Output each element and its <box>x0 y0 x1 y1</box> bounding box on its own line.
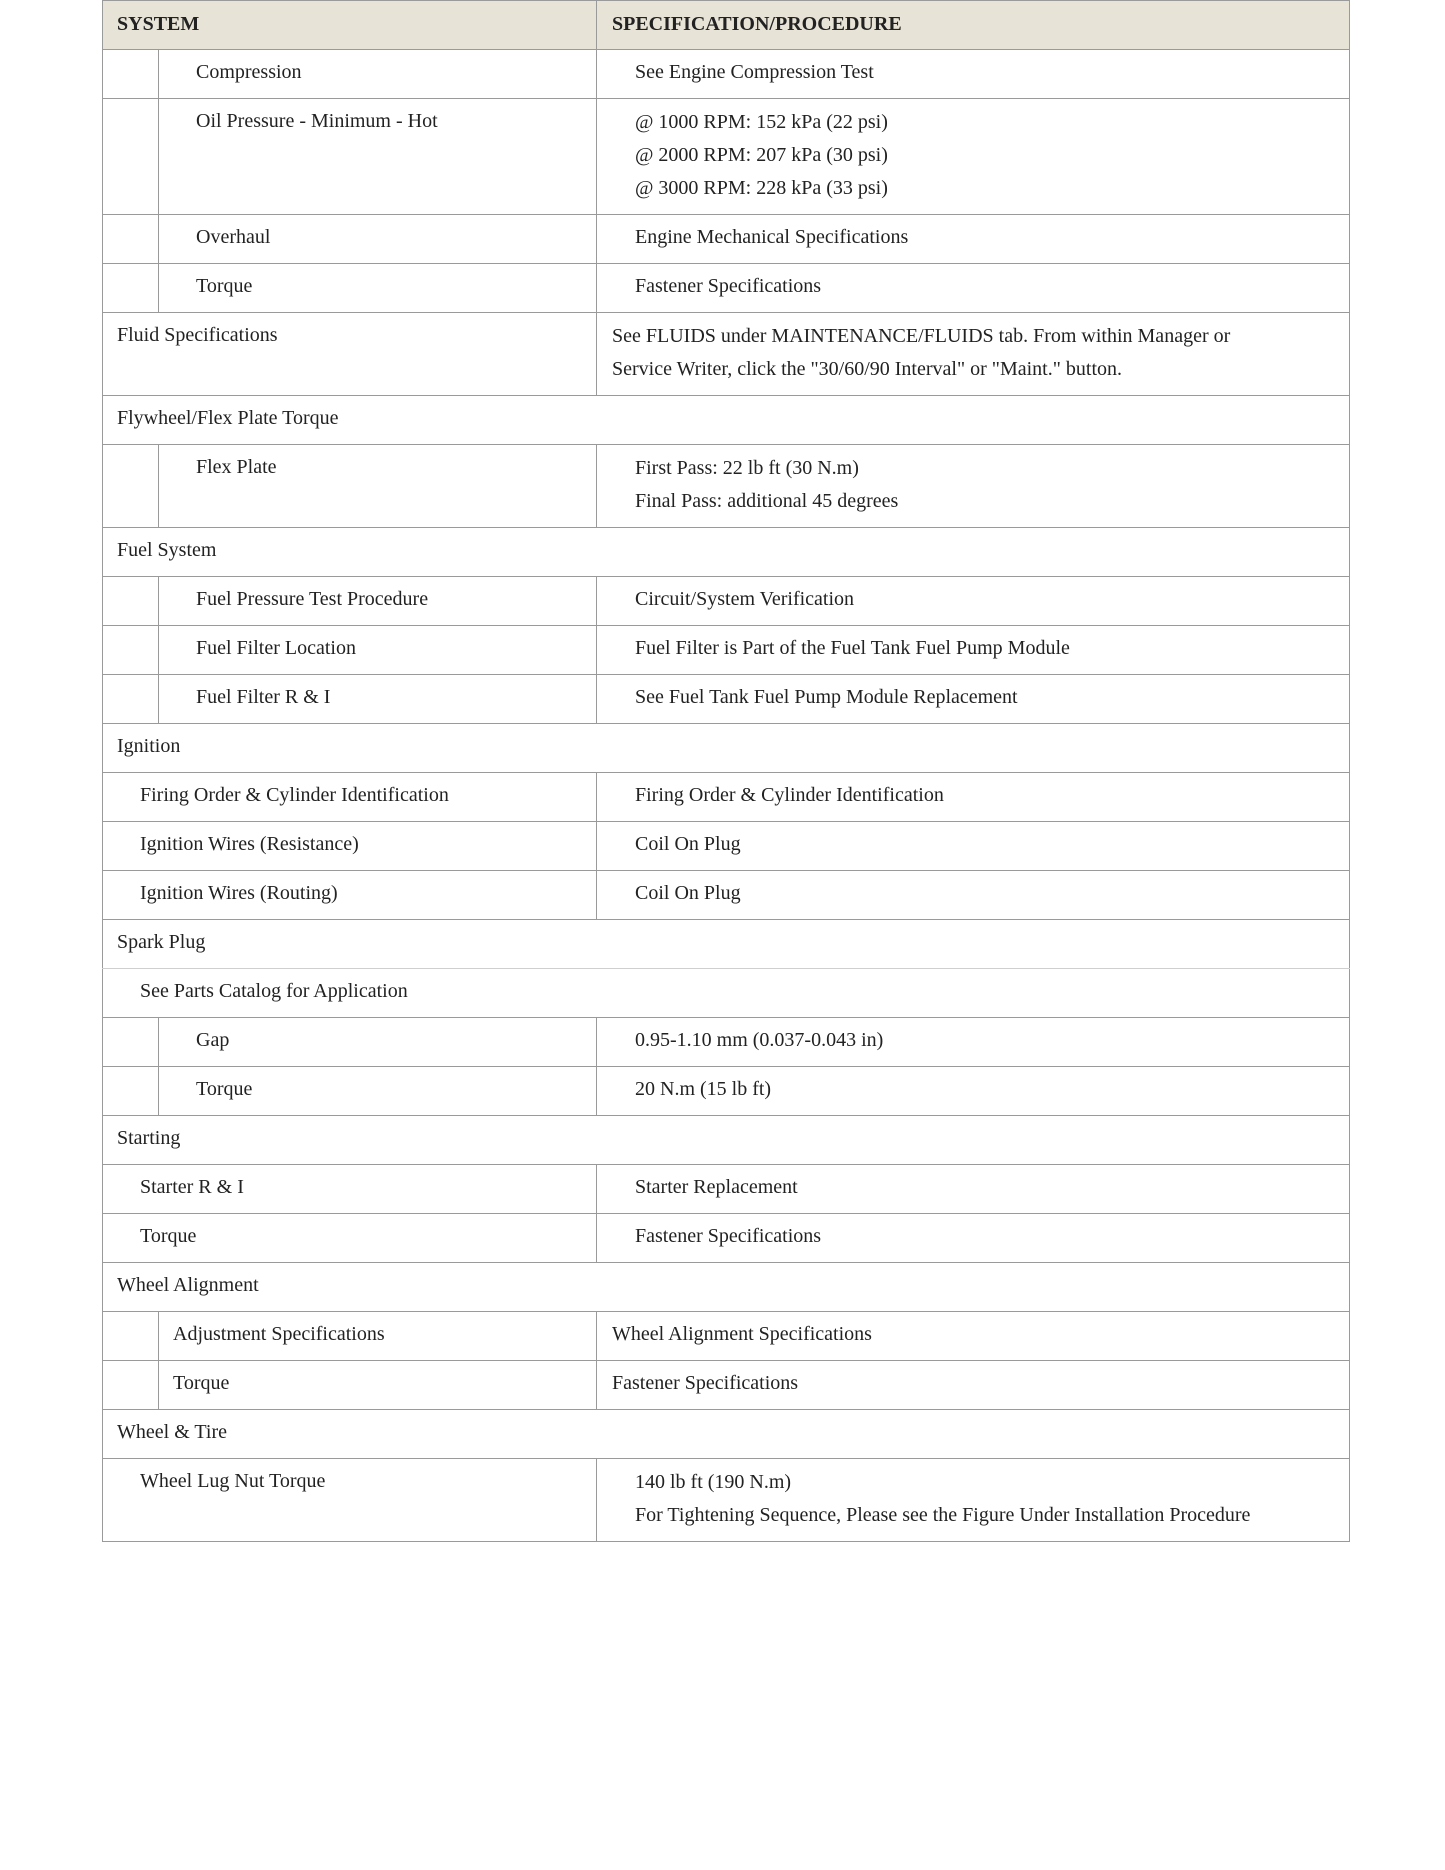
row-value: Wheel Alignment Specifications <box>597 1312 1350 1361</box>
section-row <box>103 1263 1350 1312</box>
row-label: Gap <box>159 1018 597 1067</box>
table-row <box>103 264 1350 313</box>
row-label: Ignition Wires (Resistance) <box>103 822 597 871</box>
specification-table <box>102 0 1350 1542</box>
table-row <box>103 1312 1350 1361</box>
value-line: @ 3000 RPM: 228 kPa (33 psi) <box>635 177 888 199</box>
value-line: First Pass: 22 lb ft (30 N.m) <box>635 457 859 479</box>
row-value <box>597 99 1350 215</box>
table-row <box>103 822 1350 871</box>
value-line: See FLUIDS under MAINTENANCE/FLUIDS tab. From within Manager or <box>612 325 1231 347</box>
section-row <box>103 969 1350 1018</box>
row-value: Coil On Plug <box>597 822 1350 871</box>
value-line: @ 1000 RPM: 152 kPa (22 psi) <box>635 111 888 133</box>
row-value: 20 N.m (15 lb ft) <box>597 1067 1350 1116</box>
row-value: See Engine Compression Test <box>597 50 1350 99</box>
row-value: Coil On Plug <box>597 871 1350 920</box>
row-value: 0.95-1.10 mm (0.037-0.043 in) <box>597 1018 1350 1067</box>
row-value: Fuel Filter is Part of the Fuel Tank Fuel Pump Module <box>597 626 1350 675</box>
section-title: Ignition <box>103 724 1350 773</box>
table-row <box>103 1214 1350 1263</box>
table-row <box>103 626 1350 675</box>
table-row <box>103 1361 1350 1410</box>
table-row <box>103 871 1350 920</box>
row-value: Engine Mechanical Specifications <box>597 215 1350 264</box>
table-row <box>103 1067 1350 1116</box>
row-label: Firing Order & Cylinder Identification <box>103 773 597 822</box>
row-value: See Fuel Tank Fuel Pump Module Replacement <box>597 675 1350 724</box>
value-line: 140 lb ft (190 N.m) <box>635 1471 792 1493</box>
table-row <box>103 50 1350 99</box>
row-label: Fuel Filter R & I <box>159 675 597 724</box>
section-row <box>103 1116 1350 1165</box>
table-row <box>103 313 1350 396</box>
section-title: Wheel & Tire <box>103 1410 1350 1459</box>
row-value: Circuit/System Verification <box>597 577 1350 626</box>
value-line: For Tightening Sequence, Please see the Figure Under Installation Procedure <box>635 1504 1251 1526</box>
row-label: Torque <box>159 264 597 313</box>
row-label: Ignition Wires (Routing) <box>103 871 597 920</box>
table-row <box>103 215 1350 264</box>
row-label: Fuel Pressure Test Procedure <box>159 577 597 626</box>
table-row <box>103 1165 1350 1214</box>
row-label: Fluid Specifications <box>103 313 597 396</box>
value-line: Final Pass: additional 45 degrees <box>635 490 899 512</box>
row-label: Flex Plate <box>159 445 597 528</box>
row-label: Compression <box>159 50 597 99</box>
table-row <box>103 577 1350 626</box>
row-value: Fastener Specifications <box>597 1214 1350 1263</box>
header-system: SYSTEM <box>103 1 597 50</box>
section-row <box>103 724 1350 773</box>
table-header-row <box>103 1 1350 50</box>
value-line: Service Writer, click the "30/60/90 Interval" or "Maint." button. <box>612 358 1122 380</box>
section-row <box>103 528 1350 577</box>
row-label: Adjustment Specifications <box>159 1312 597 1361</box>
row-value <box>597 313 1350 396</box>
row-label: Fuel Filter Location <box>159 626 597 675</box>
section-note: See Parts Catalog for Application <box>103 969 1350 1018</box>
row-label: Starter R & I <box>103 1165 597 1214</box>
section-title: Spark Plug <box>103 920 1350 969</box>
section-title: Starting <box>103 1116 1350 1165</box>
section-title: Flywheel/Flex Plate Torque <box>103 396 1350 445</box>
section-title: Fuel System <box>103 528 1350 577</box>
row-value <box>597 1459 1350 1542</box>
section-row <box>103 920 1350 969</box>
header-specification: SPECIFICATION/PROCEDURE <box>597 1 1350 50</box>
table-row <box>103 1459 1350 1542</box>
row-value: Fastener Specifications <box>597 1361 1350 1410</box>
table-row <box>103 1018 1350 1067</box>
section-row <box>103 396 1350 445</box>
table-row <box>103 773 1350 822</box>
row-value <box>597 445 1350 528</box>
row-value: Firing Order & Cylinder Identification <box>597 773 1350 822</box>
section-row <box>103 1410 1350 1459</box>
table-row <box>103 675 1350 724</box>
row-label: Torque <box>159 1067 597 1116</box>
row-label: Torque <box>159 1361 597 1410</box>
row-label: Wheel Lug Nut Torque <box>103 1459 597 1542</box>
row-value: Fastener Specifications <box>597 264 1350 313</box>
row-label: Overhaul <box>159 215 597 264</box>
value-line: @ 2000 RPM: 207 kPa (30 psi) <box>635 144 888 166</box>
row-label: Oil Pressure - Minimum - Hot <box>159 99 597 215</box>
table-row <box>103 99 1350 215</box>
table-row <box>103 445 1350 528</box>
row-label: Torque <box>103 1214 597 1263</box>
row-value: Starter Replacement <box>597 1165 1350 1214</box>
section-title: Wheel Alignment <box>103 1263 1350 1312</box>
